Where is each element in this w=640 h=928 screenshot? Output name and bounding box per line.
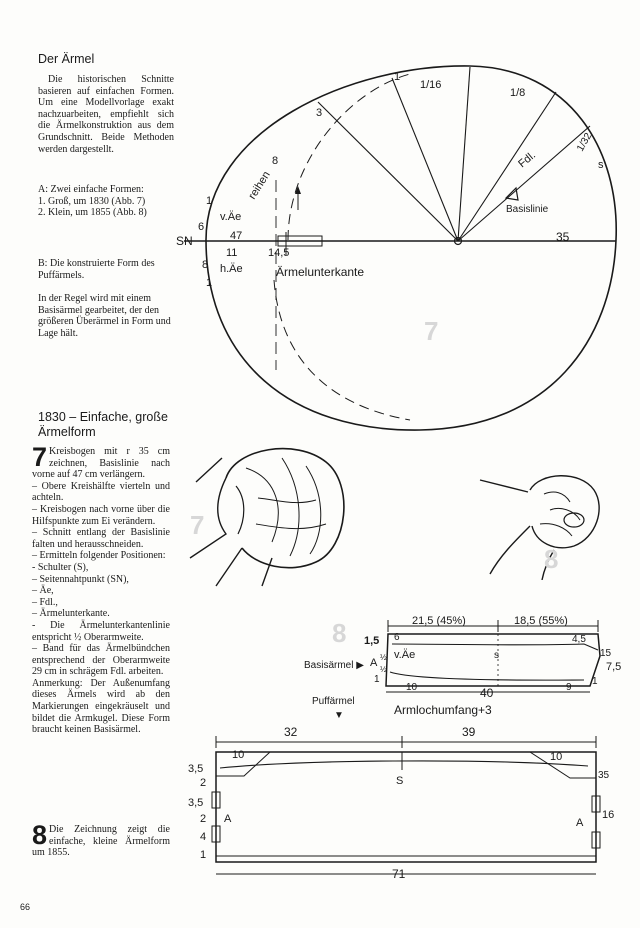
label-6: 6	[394, 632, 400, 643]
label-1-16: 1/16	[420, 79, 442, 91]
puff-hatch-right	[530, 752, 596, 778]
illustration-8-label: 8	[544, 544, 559, 574]
radius-3	[318, 102, 458, 241]
cuff-opening	[564, 513, 584, 527]
label-armlochumfang: Armlochumfang+3	[394, 703, 492, 717]
label-11: 11	[226, 247, 238, 259]
label-35: 35	[556, 230, 570, 244]
label-35-puff: 35	[598, 770, 610, 781]
label-10-basis: 10	[406, 682, 418, 693]
label-1-top: 1	[206, 195, 213, 207]
label-71: 71	[392, 867, 406, 881]
puff-arrow: ▼	[334, 710, 344, 721]
label-7-5: 7,5	[606, 661, 622, 673]
list-a	[38, 184, 178, 219]
label-basisaermel: Basisärmel ▶	[304, 660, 364, 671]
dashed-arc-bottom	[274, 280, 410, 420]
arm-lines-8	[480, 480, 554, 580]
step-7-item-9: – Ärmelunterkante.	[32, 608, 110, 620]
step-7-item-12: Anmerkung: Der Außenumfang dieses Ärmels wird ab den Markierungen eingekräuselt und bildet die Armkugel. Diese Form braucht keinen Basisärmel.	[32, 677, 170, 736]
step-7-item-3: – Schnitt entlang der Basislinie falten und herausschneiden.	[32, 527, 170, 550]
step-8-desc: Die Zeichnung zeigt die einfache, kleine Ärmelform um 1855.	[32, 824, 170, 859]
shoulder-line	[236, 486, 244, 534]
label-puffaermel: Puffärmel	[312, 696, 355, 707]
label-A-puff-left: A	[224, 813, 232, 825]
label-9: 9	[566, 682, 572, 693]
radius-8	[458, 92, 556, 241]
label-1-basis: 1	[374, 674, 380, 685]
dashed-arc-top	[288, 74, 410, 240]
label-hae: h.Äe	[220, 263, 243, 275]
label-s-8: s	[494, 650, 499, 661]
label-10-puff-left: 10	[232, 749, 245, 761]
label-4-5: 4,5	[572, 634, 586, 645]
figure-7-number: 7	[424, 316, 439, 346]
section-title-1830-line2: Ärmelform	[38, 425, 96, 439]
label-1-5: 1,5	[364, 635, 380, 647]
list-a-item-2: 2. Klein, um 1855 (Abb. 8)	[38, 207, 147, 219]
list-b: B: Die konstruierte Form des Puffärmels.	[38, 258, 155, 281]
label-1-arc: 1	[394, 71, 401, 83]
label-1-8: 1/8	[510, 87, 526, 99]
label-1-32: 1/32	[575, 131, 595, 154]
figure-7-pattern	[170, 40, 630, 440]
section-title-1830	[38, 410, 178, 440]
step-7-item-8: – Fdl.,	[32, 596, 58, 608]
label-half-1: ½	[380, 653, 387, 662]
intro-paragraph: Die historischen Schnitte basieren auf einfachen Formen. Um eine Modellvorlage exakt nachzuarbeiten, empfiehlt sich die Ärmelkonstruktion aus dem Grundschnitt. Beide Methoden werden dargestellt.	[38, 74, 174, 155]
label-A-puff-right: A	[576, 817, 584, 829]
step-7-item-10: - Die Ärmelunterkantenlinie entspricht ½ Oberarmweite.	[32, 619, 170, 643]
label-fdl: Fdl.	[516, 149, 538, 171]
step-7-text	[32, 442, 170, 736]
label-18-5: 18,5 (55%)	[514, 615, 568, 627]
step-7-item-11: – Band für das Ärmelbündchen entsprechend der Oberarmweite 29 cm in schrägem Fdl. arbeiten.	[32, 643, 170, 678]
label-10-puff-right: 10	[550, 751, 563, 763]
label-sn: SN	[176, 234, 193, 248]
label-16: 16	[602, 809, 615, 821]
illustration-7-label: 7	[190, 510, 205, 540]
label-aermelunterkante: Ärmelunterkante	[276, 265, 365, 279]
label-half-2: ½	[380, 665, 387, 674]
step-7-item-2: – Kreisbogen nach vorne über die Hilfspunkte zum Ei verändern.	[32, 503, 170, 527]
list-a-title: A: Zwei einfache Formen:	[38, 184, 144, 195]
puff-gather-line	[220, 761, 588, 768]
illustration-7-puff-sleeve	[186, 438, 366, 588]
radius-1	[392, 78, 458, 241]
basis-inner-bottom	[390, 672, 584, 680]
label-reihen: reihen	[246, 169, 273, 202]
regel-paragraph: In der Regel wird mit einem Basisärmel gearbeitet, der den größeren Überärmel in Form und Lage hält.	[38, 293, 171, 339]
label-1-bottom: 1	[206, 277, 213, 289]
label-2-b: 2	[200, 813, 207, 825]
step-8-number: 8	[32, 820, 48, 850]
label-14-5: 14,5	[268, 247, 290, 259]
label-vae-8: v.Äe	[394, 649, 416, 661]
label-3: 3	[316, 107, 323, 119]
label-s: s	[598, 159, 604, 171]
label-40: 40	[480, 686, 494, 700]
page-number: 66	[20, 902, 31, 912]
step-7-item-6: – Seitennahtpunkt (SN),	[32, 573, 129, 585]
label-3-5-a: 3,5	[188, 763, 204, 775]
label-A-basis: A	[370, 657, 378, 669]
step-7-intro: Kreisbogen mit r 35 cm zeichnen, Basislinie nach vorne auf 47 cm verlängern.	[32, 446, 170, 481]
figure-8-patterns	[180, 600, 630, 900]
label-2-a: 2	[200, 777, 207, 789]
small-sleeve-outline	[530, 476, 599, 548]
radius-16	[458, 67, 470, 241]
step-7-item-4: – Ermitteln folgender Positionen:	[32, 550, 166, 562]
label-1-basis-right: 1	[592, 676, 598, 687]
label-8: 8	[202, 259, 209, 271]
label-15: 15	[600, 648, 612, 659]
label-21-5: 21,5 (45%)	[412, 615, 466, 627]
list-a-item-1: 1. Groß, um 1830 (Abb. 7)	[38, 195, 146, 207]
step-7-item-1: – Obere Kreishälfte vierteln und achteln.	[32, 480, 170, 504]
section-title-aermel: Der Ärmel	[38, 52, 95, 66]
puff-sleeve-outline	[216, 752, 596, 862]
label-S-puff: S	[396, 775, 404, 787]
illustration-8-small-sleeve	[470, 450, 610, 580]
label-basislinie: Basislinie	[506, 204, 549, 215]
basis-sleeve-outline	[386, 634, 600, 686]
label-47: 47	[230, 230, 243, 242]
label-vae: v.Äe	[220, 211, 242, 223]
label-8-small: 8	[272, 155, 279, 167]
label-3-5-b: 3,5	[188, 797, 204, 809]
label-6: 6	[198, 221, 205, 233]
step-7-item-7: – Äe,	[32, 585, 54, 597]
section-title-1830-line1: 1830 – Einfache, große	[38, 410, 168, 424]
figure-8-number: 8	[332, 618, 347, 648]
label-4: 4	[200, 831, 207, 843]
puff-folds	[246, 458, 326, 556]
step-7-number: 7	[32, 442, 48, 472]
label-1-puff: 1	[200, 849, 207, 861]
radius-fdl	[458, 126, 590, 241]
label-39: 39	[462, 725, 476, 739]
step-8-text	[32, 820, 170, 859]
step-7-item-5: - Schulter (S),	[32, 561, 89, 573]
small-sleeve-folds	[540, 492, 580, 536]
label-32: 32	[284, 725, 298, 739]
